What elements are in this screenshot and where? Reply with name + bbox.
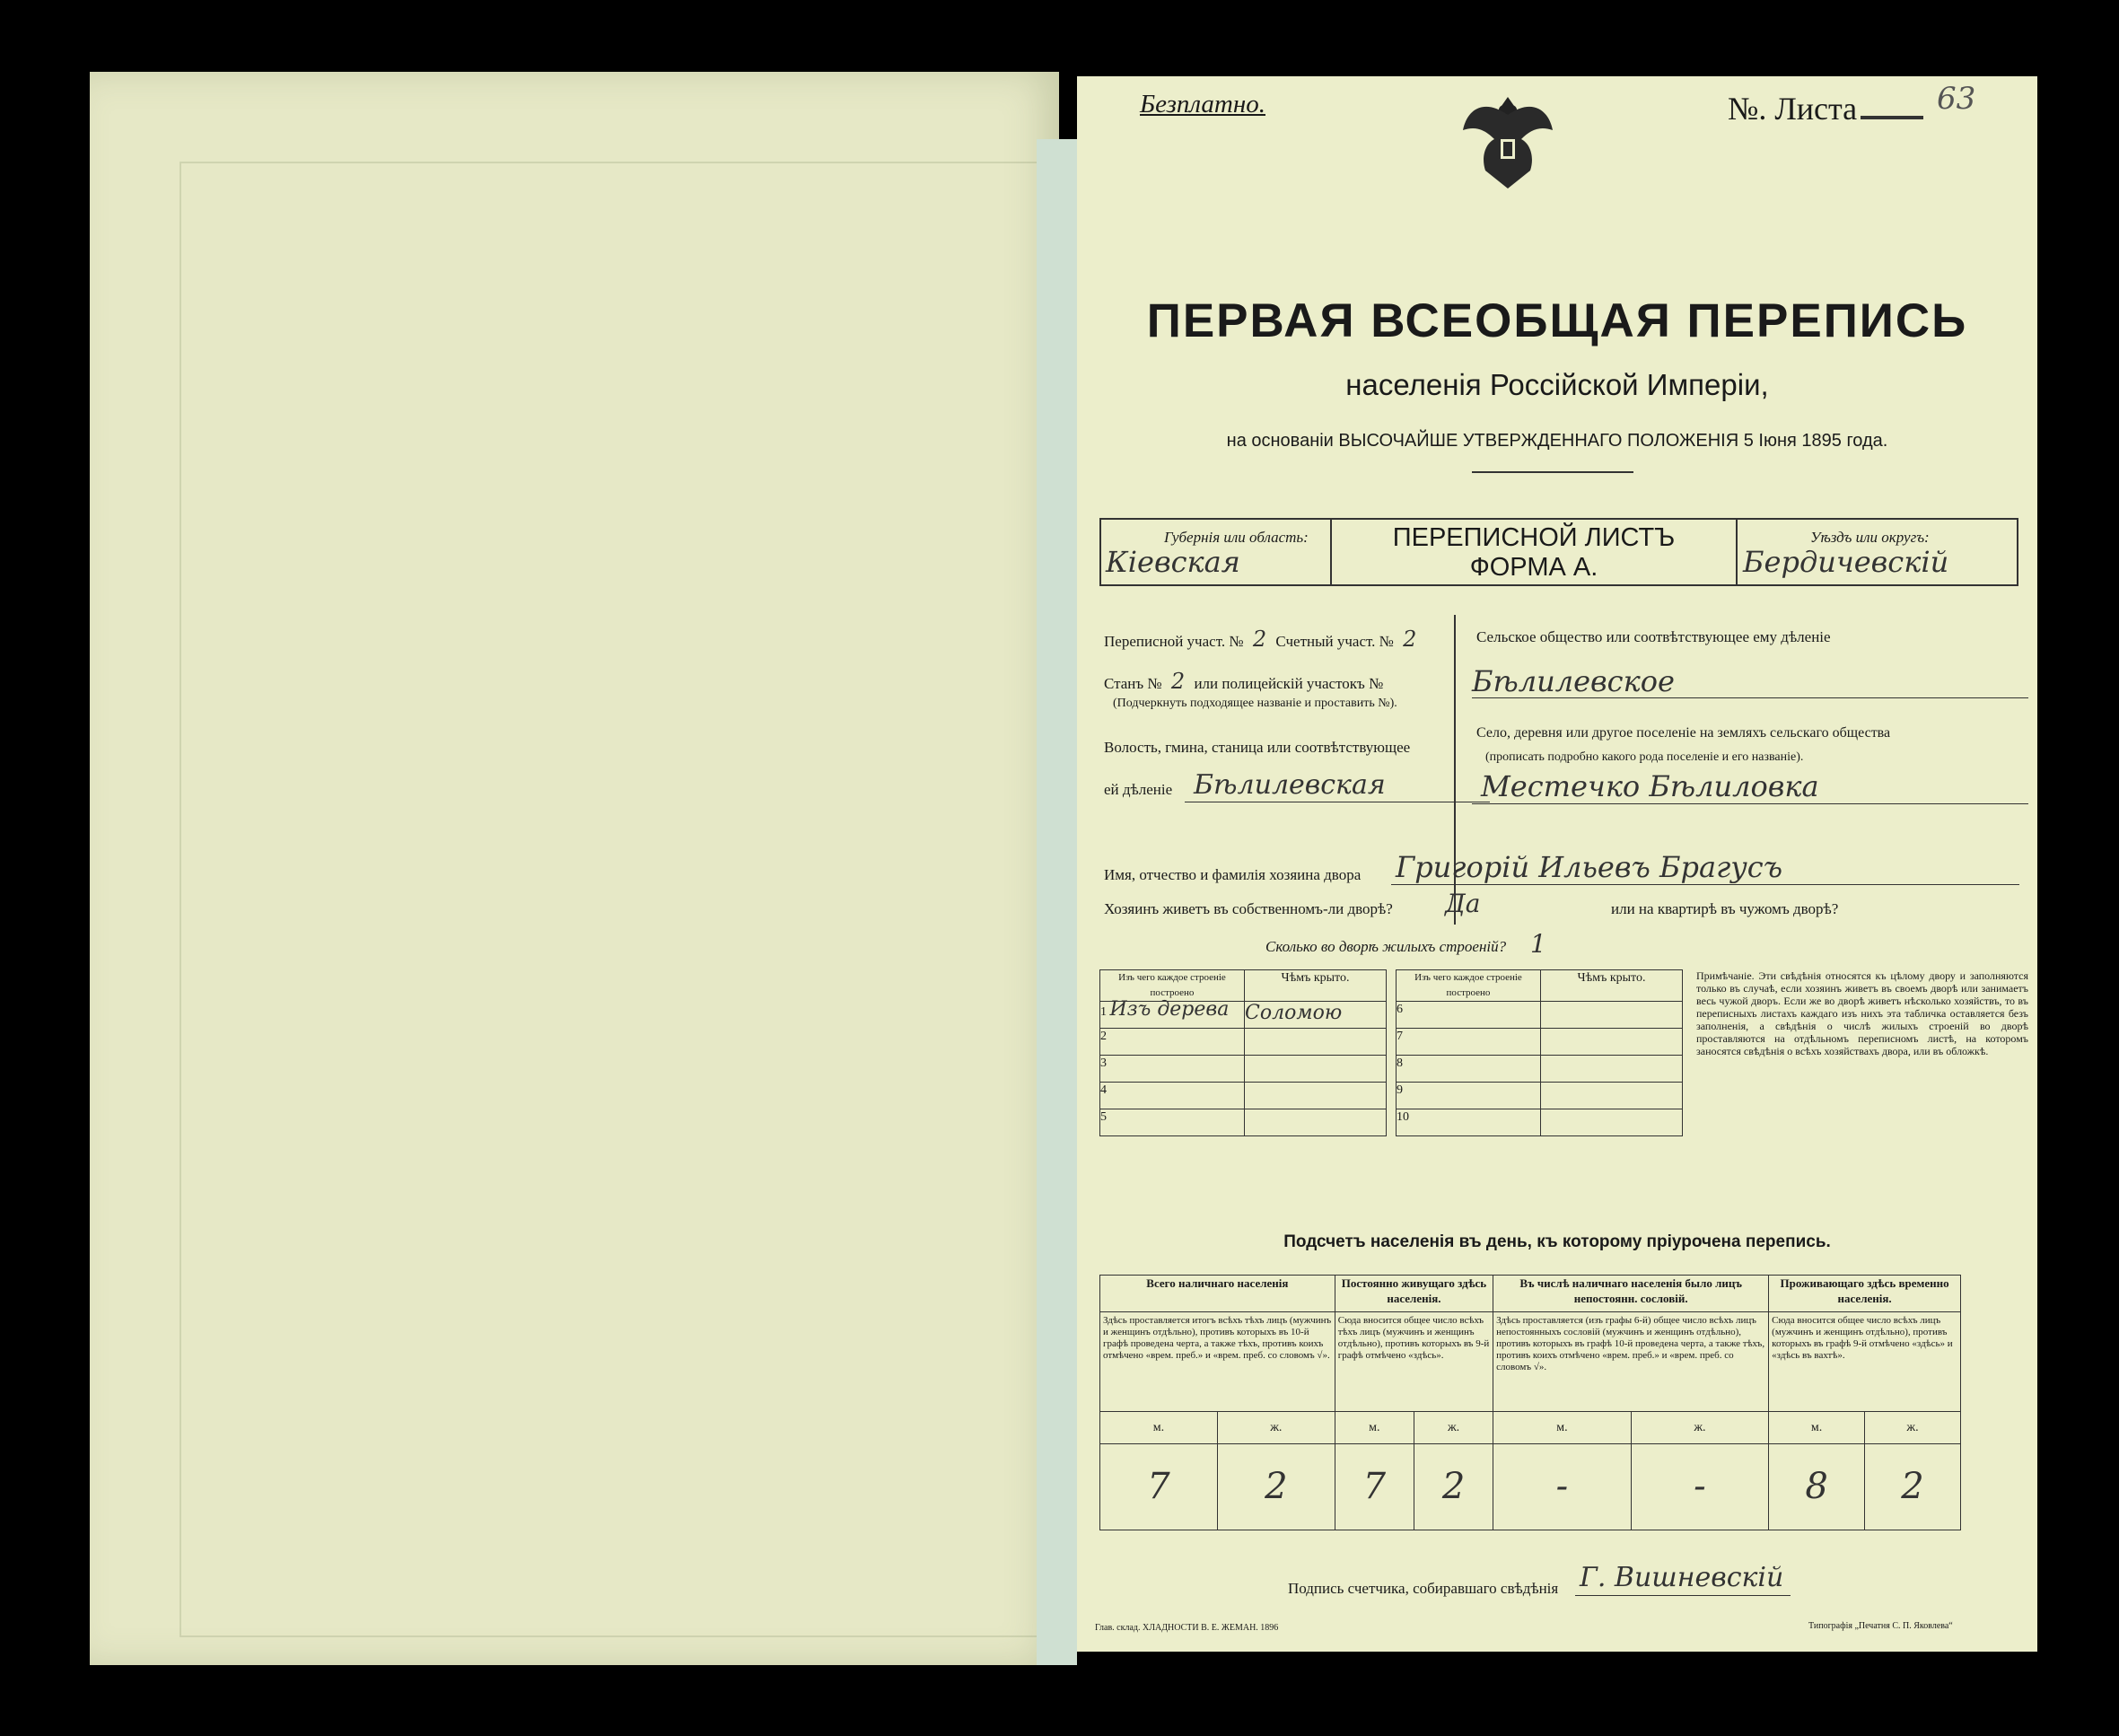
own-yard-value: Да — [1445, 889, 1481, 918]
left-page — [90, 72, 1059, 1665]
volost-value: Бѣлилевская — [1194, 769, 1386, 801]
building-row: 9 — [1397, 1083, 1541, 1109]
building-row: 10 — [1397, 1109, 1541, 1136]
building-row: 7 — [1397, 1029, 1541, 1056]
bleed-through-frame — [180, 162, 1045, 1637]
owner-value: Григорій Ильевъ Брагусъ — [1396, 850, 1783, 884]
building-roof — [1245, 1029, 1387, 1056]
own-yard-label: Хозяинъ живетъ въ собственномъ-ли дворѣ? — [1104, 900, 1393, 917]
group-title: Всего наличнаго населенія — [1100, 1276, 1335, 1312]
group-title: Проживающаго здѣсь временно населенія. — [1769, 1276, 1961, 1312]
group-desc: Сюда вносится общее число всѣхъ лицъ (мужчинъ и женщинъ отдѣльно), противъ которыхъ въ графѣ 9-й отмѣчено «здѣсь» и «здѣсь въ вахтѣ». — [1769, 1311, 1961, 1412]
female-header: ж. — [1414, 1412, 1493, 1444]
count-value: 8 — [1769, 1443, 1865, 1530]
title-rule — [1472, 471, 1633, 473]
building-row: 1 Изъ дерева — [1100, 1002, 1245, 1029]
male-header: м. — [1100, 1412, 1218, 1444]
building-roof — [1245, 1109, 1387, 1136]
count-value: 2 — [1414, 1443, 1493, 1530]
building-roof — [1541, 1109, 1683, 1136]
building-row: 5 — [1100, 1109, 1245, 1136]
form-title-cell — [1330, 520, 1738, 584]
count-value: 2 — [1217, 1443, 1335, 1530]
signature-value: Г. Вишневскій — [1580, 1562, 1784, 1593]
buildings-table-right — [1396, 969, 1683, 1136]
sheet-number-handwritten: 63 — [1937, 81, 1976, 117]
buildings-value: 1 — [1530, 929, 1546, 959]
double-headed-eagle-emblem — [1458, 90, 1557, 197]
count-value: 7 — [1335, 1443, 1414, 1530]
building-roof: Соломою — [1245, 1002, 1387, 1029]
buildings-note: Примѣчаніе. Эти свѣдѣнія относятся къ цѣлому двору и заполняются только въ случаѣ, если хозяинъ живетъ въ своемъ дворѣ или занимаетъ весь чужой дворъ. Если же во дворѣ живетъ нѣсколько хозяйствъ, то въ переписныхъ листахъ каждаго изъ нихъ эта табличка оставляется безъ заполненія, а свѣдѣнія о числѣ жилыхъ строеній во дворѣ проставляются на отдѣльномъ переписномъ листѣ, на которомъ заносятся свѣдѣнія о всѣхъ хозяйствахъ двора, или въ обложкѣ. — [1696, 969, 2028, 1057]
volost-label-2: ей дѣленіе — [1104, 781, 1173, 798]
male-header: м. — [1769, 1412, 1865, 1444]
building-roof — [1541, 1056, 1683, 1083]
owner-underline — [1391, 884, 2019, 885]
count-value: - — [1493, 1443, 1632, 1530]
group-desc: Сюда вносится общее число всѣхъ тѣхъ лицъ (мужчинъ и женщинъ отдѣльно), противъ которыхъ въ 9-й графѣ отмѣчено «здѣсь». — [1335, 1311, 1493, 1412]
building-roof — [1541, 1002, 1683, 1029]
page-subtitle: населенія Россійской Имперіи, — [1345, 368, 1769, 401]
perepis-uch-field: Переписной участ. № 2 Счетный участ. № 2 — [1104, 627, 1417, 652]
signature-underline — [1575, 1595, 1791, 1596]
census-form-page — [1077, 76, 2037, 1652]
selsk-value: Бѣлилевское — [1472, 664, 1675, 698]
sheet-number-label: №. Листа — [1728, 90, 1923, 127]
volost-label: Волость, гмина, станица или соотвѣтствующее — [1104, 739, 1411, 756]
selo-label: Село, деревня или другое поселеніе на земляхъ сельскаго общества — [1476, 725, 1891, 741]
guberniya-label: Губернія или область: — [1164, 529, 1309, 546]
form-subtitle: ФОРМА А. — [1469, 553, 1598, 582]
building-roof — [1245, 1056, 1387, 1083]
region-box — [1099, 518, 2018, 586]
group-title: Постоянно живущаго здѣсь населенія. — [1335, 1276, 1493, 1312]
buildings-label: Сколько во дворѣ жилыхъ строеній? — [1265, 938, 1507, 955]
female-header: ж. — [1865, 1412, 1961, 1444]
underline-note: (Подчеркнуть подходящее названіе и проставить №). — [1113, 697, 1397, 710]
count-heading: Подсчетъ населенія въ день, къ которому пріурочена перепись. — [1283, 1232, 1831, 1251]
count-value: 7 — [1100, 1443, 1218, 1530]
form-title: ПЕРЕПИСНОЙ ЛИСТЪ — [1392, 523, 1676, 552]
building-row: 2 — [1100, 1029, 1245, 1056]
footer-left: Глав. склад. ХЛАДНОСТИ В. Е. ЖЕМАН. 1896 — [1095, 1623, 1279, 1633]
col-roof: Чѣмъ крыто. — [1541, 970, 1683, 1002]
page-title: ПЕРВАЯ ВСЕОБЩАЯ ПЕРЕПИСЬ — [1146, 294, 1968, 347]
uezd-value: Бердичевскій — [1743, 545, 1949, 579]
rent-label: или на квартирѣ въ чужомъ дворѣ? — [1611, 900, 1839, 917]
selo-note: (прописать подробно какого рода поселеніе и его названіе). — [1485, 750, 1804, 764]
buildings-table-left — [1099, 969, 1387, 1136]
building-roof — [1541, 1083, 1683, 1109]
male-header: м. — [1335, 1412, 1414, 1444]
col-material: Изъ чего каждое строеніе построено — [1397, 970, 1541, 1002]
uezd-label: Уѣздъ или округъ: — [1810, 529, 1930, 546]
building-row: 6 — [1397, 1002, 1541, 1029]
count-table — [1099, 1275, 1961, 1530]
building-row: 8 — [1397, 1056, 1541, 1083]
binding-strip — [1037, 139, 1077, 1665]
selo-underline — [1472, 803, 2028, 804]
guberniya-value: Кіевская — [1106, 545, 1240, 579]
building-roof — [1541, 1029, 1683, 1056]
col-material: Изъ чего каждое строеніе построено — [1100, 970, 1245, 1002]
col-roof: Чѣмъ крыто. — [1245, 970, 1387, 1002]
selo-value: Местечко Бѣлиловка — [1481, 769, 1819, 803]
female-header: ж. — [1217, 1412, 1335, 1444]
owner-label: Имя, отчество и фамилія хозяина двора — [1104, 866, 1362, 883]
male-header: м. — [1493, 1412, 1632, 1444]
building-roof — [1245, 1083, 1387, 1109]
female-header: ж. — [1631, 1412, 1769, 1444]
count-value: 2 — [1865, 1443, 1961, 1530]
building-row: 4 — [1100, 1083, 1245, 1109]
footer-right: Типографія „Печатня С. П. Яковлева“ — [1808, 1621, 1953, 1631]
selsk-underline — [1472, 697, 2028, 698]
signature-label: Подпись счетчика, собиравшаго свѣдѣнія — [1288, 1580, 1559, 1597]
legal-basis: на основаніи ВЫСОЧАЙШЕ УТВЕРЖДЕННАГО ПОЛОЖЕНІЯ 5 Іюня 1895 года. — [1226, 431, 1888, 451]
free-label: Безплатно. — [1140, 90, 1265, 118]
group-title: Въ числѣ наличнаго населенія было лицъ непостоянн. сословій. — [1493, 1276, 1769, 1312]
group-desc: Здѣсь проставляется итогъ всѣхъ тѣхъ лицъ (мужчинъ и женщинъ отдѣльно), противъ которыхъ въ 10-й графѣ проведена черта, а также тѣхъ, противъ коихъ отмѣчено «врем. преб.» и «врем. преб. со словомъ √». — [1100, 1311, 1335, 1412]
count-value: - — [1631, 1443, 1769, 1530]
group-desc: Здѣсь проставляется (изъ графы 6-й) общее число всѣхъ лицъ непостоянныхъ сословій (мужчинъ и женщинъ отдѣльно), противъ которыхъ въ графѣ 10-й проведена черта, а также тѣхъ, противъ коихъ отмѣчено «врем. преб.» и «врем. преб. со словомъ √». — [1493, 1311, 1769, 1412]
building-row: 3 — [1100, 1056, 1245, 1083]
stan-field: Станъ № 2 или полицейскій участокъ № — [1104, 669, 1384, 694]
selsk-label: Сельское общество или соотвѣтствующее ему дѣленіе — [1476, 628, 1831, 645]
